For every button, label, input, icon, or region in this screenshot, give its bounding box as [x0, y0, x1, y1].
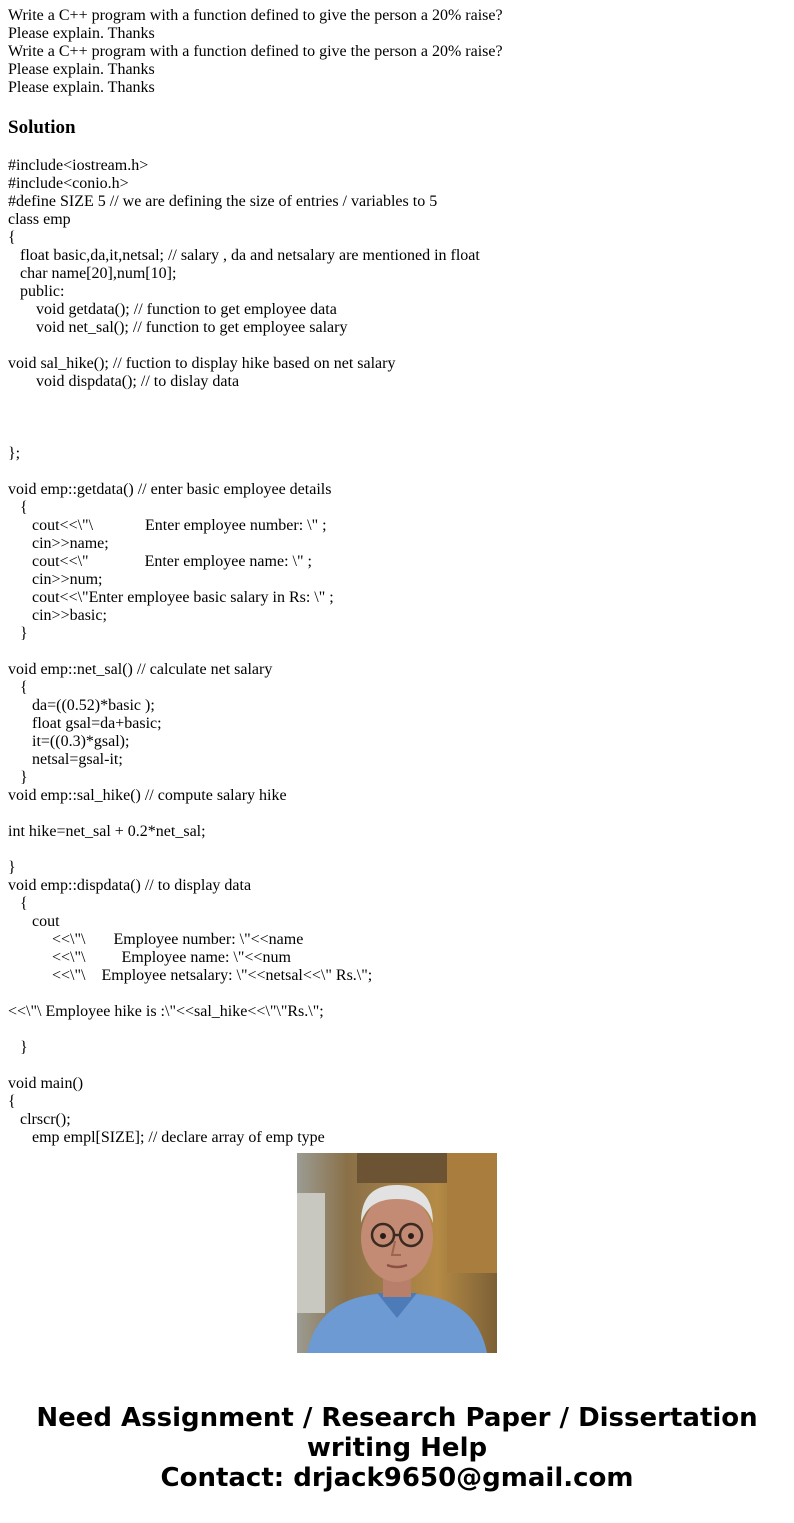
code-line: } — [8, 625, 28, 642]
code-line: cout — [8, 913, 60, 930]
code-line: { — [8, 679, 28, 696]
code-line: cout<<\"\ Enter employee number: \" ; — [8, 517, 327, 534]
solution-heading: Solution — [8, 117, 76, 138]
code-line: #include<iostream.h> — [8, 157, 149, 174]
code-line: #include<conio.h> — [8, 175, 129, 192]
code-line — [8, 463, 778, 481]
code-line: <<\"\ Employee hike is :\"<<sal_hike<<\"\"Rs.\"; — [8, 1003, 324, 1020]
code-line: void emp::net_sal() // calculate net salary — [8, 661, 273, 678]
code-line — [8, 841, 778, 859]
code-line: cin>>basic; — [8, 607, 107, 624]
code-line: float gsal=da+basic; — [8, 715, 162, 732]
code-line: it=((0.3)*gsal); — [8, 733, 130, 750]
code-line — [8, 643, 778, 661]
code-line: { — [8, 499, 28, 516]
code-line: da=((0.52)*basic ); — [8, 697, 155, 714]
code-line: } — [8, 859, 16, 876]
code-line: }; — [8, 445, 21, 462]
code-line: float basic,da,it,netsal; // salary , da and netsalary are mentioned in float — [8, 247, 480, 264]
code-line: cin>>num; — [8, 571, 103, 588]
footer-line: writing Help — [306, 1433, 488, 1463]
code-line: { — [8, 229, 16, 246]
author-avatar — [297, 1153, 497, 1353]
code-line — [8, 985, 778, 1003]
code-line — [8, 337, 778, 355]
code-line — [8, 427, 778, 445]
code-line: char name[20],num[10]; — [8, 265, 177, 282]
code-line — [8, 805, 778, 823]
footer-contact: Contact: drjack9650@gmail.com — [160, 1463, 634, 1493]
code-line: { — [8, 1093, 16, 1110]
code-line: void main() — [8, 1075, 84, 1092]
code-line: void emp::dispdata() // to display data — [8, 877, 252, 894]
code-line: emp empl[SIZE]; // declare array of emp type — [8, 1129, 325, 1146]
code-line: cout<<\" Enter employee name: \" ; — [8, 553, 312, 570]
code-line: void emp::getdata() // enter basic employee details — [8, 481, 332, 498]
code-line: void sal_hike(); // fuction to display hike based on net salary — [8, 355, 396, 372]
code-line — [8, 409, 778, 427]
code-line: netsal=gsal-it; — [8, 751, 123, 768]
question-line: Write a C++ program with a function defined to give the person a 20% raise? — [8, 7, 503, 24]
code-line: cout<<\"Enter employee basic salary in Rs: \" ; — [8, 589, 334, 606]
code-line: clrscr(); — [8, 1111, 71, 1128]
code-line: } — [8, 1039, 28, 1056]
code-line: void emp::sal_hike() // compute salary hike — [8, 787, 287, 804]
code-line: void dispdata(); // to dislay data — [8, 373, 240, 390]
question-line: Please explain. Thanks — [8, 79, 155, 96]
code-line — [8, 1021, 778, 1039]
code-line: class emp — [8, 211, 71, 228]
code-line: { — [8, 895, 28, 912]
question-line: Write a C++ program with a function defined to give the person a 20% raise? — [8, 43, 503, 60]
question-line: Please explain. Thanks — [8, 61, 155, 78]
code-line: int hike=net_sal + 0.2*net_sal; — [8, 823, 206, 840]
question-line: Please explain. Thanks — [8, 25, 155, 42]
code-line — [8, 1057, 778, 1075]
code-line: cin>>name; — [8, 535, 109, 552]
question-block — [8, 7, 778, 139]
code-line: void getdata(); // function to get employee data — [8, 301, 337, 318]
code-line: <<\"\ Employee number: \"<<name — [8, 931, 304, 948]
code-line: <<\"\ Employee name: \"<<num — [8, 949, 291, 966]
code-line: <<\"\ Employee netsalary: \"<<netsal<<\" Rs.\"; — [8, 967, 373, 984]
code-line: } — [8, 769, 28, 786]
code-line: #define SIZE 5 // we are defining the size of entries / variables to 5 — [8, 193, 438, 210]
code-line — [8, 391, 778, 409]
footer-line: Need Assignment / Research Paper / Dissertation — [36, 1403, 758, 1433]
footer-banner — [0, 1403, 794, 1493]
code-block — [8, 157, 778, 1146]
code-line: public: — [8, 283, 65, 300]
code-line: void net_sal(); // function to get employee salary — [8, 319, 348, 336]
